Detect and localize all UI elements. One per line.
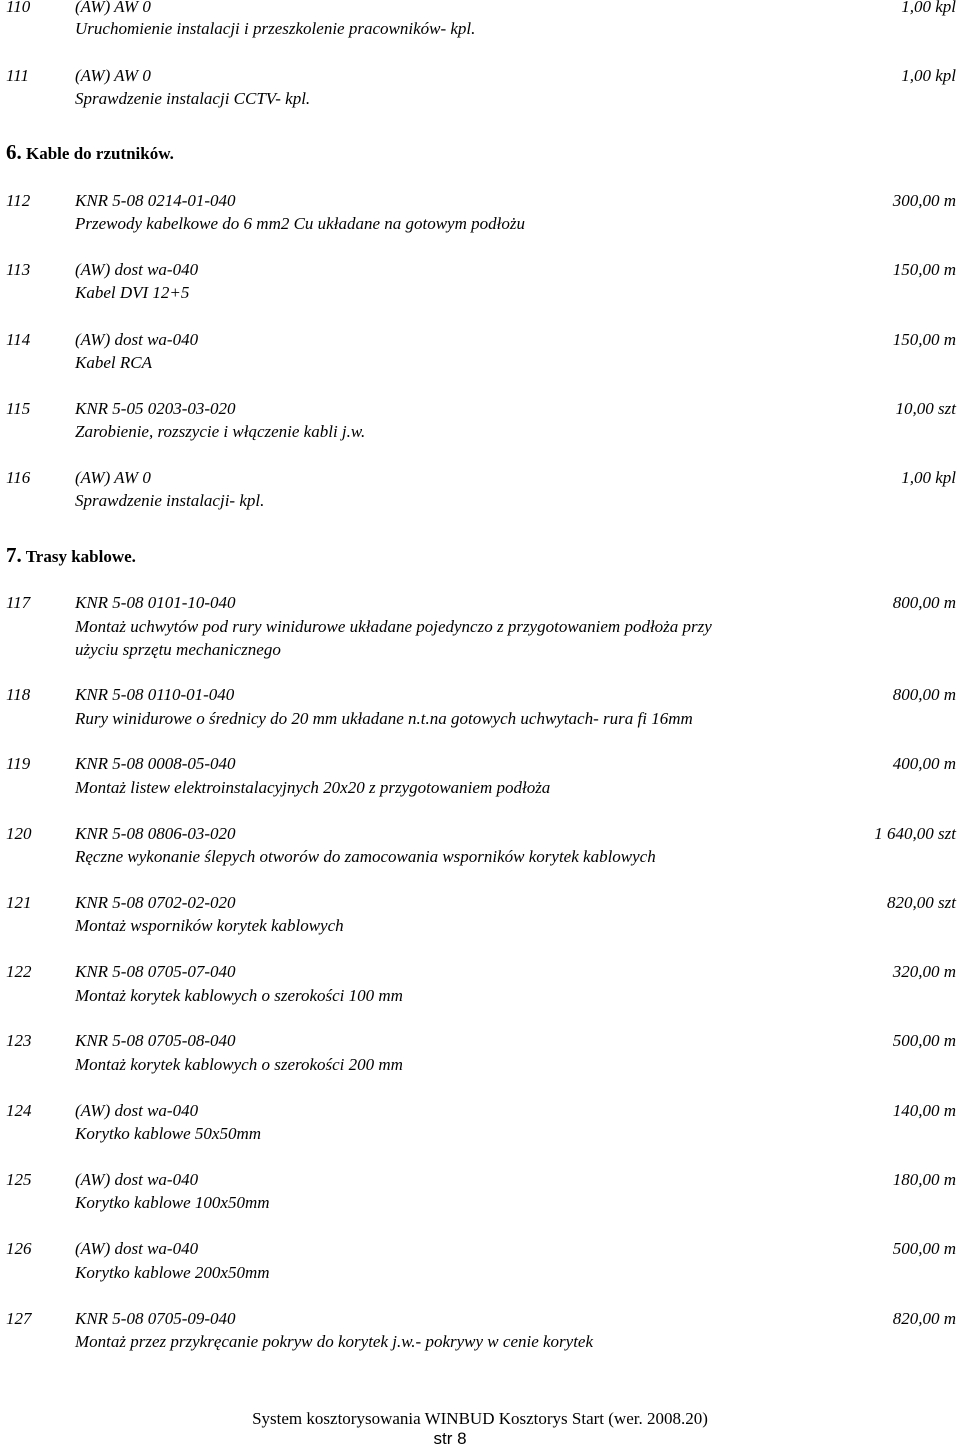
item-quantity: 1 640,00 szt — [874, 824, 956, 843]
item-122 — [6, 960, 956, 984]
item-description: Przewody kabelkowe do 6 mm2 Cu układane na gotowym podłożu — [75, 214, 525, 233]
item-code: KNR 5-08 0101-10-040 — [75, 593, 236, 612]
item-number: 112 — [6, 191, 31, 210]
item-code: KNR 5-08 0702-02-020 — [75, 893, 236, 912]
item-description: Kabel DVI 12+5 — [75, 283, 190, 302]
item-number: 123 — [6, 1031, 32, 1050]
item-quantity: 500,00 m — [892, 1239, 956, 1258]
item-quantity: 140,00 m — [892, 1101, 956, 1120]
item-113 — [6, 258, 956, 282]
section-heading — [6, 543, 136, 569]
item-number: 121 — [6, 893, 32, 912]
item-code: (AW) dost wa-040 — [75, 1170, 199, 1189]
item-121 — [6, 891, 956, 915]
item-111 — [6, 64, 956, 88]
item-code: KNR 5-08 0705-09-040 — [75, 1309, 236, 1328]
section-number: 7. — [6, 543, 22, 567]
item-description: Montaż korytek kablowych o szerokości 200 mm — [75, 1055, 403, 1074]
item-description: Montaż listew elektroinstalacyjnych 20x20 z przygotowaniem podłoża — [75, 778, 551, 797]
item-124 — [6, 1099, 956, 1123]
item-number: 117 — [6, 593, 31, 612]
item-116 — [6, 466, 956, 490]
item-description: Korytko kablowe 50x50mm — [75, 1124, 262, 1143]
item-119 — [6, 752, 956, 776]
item-quantity: 1,00 kpl — [901, 0, 956, 16]
item-quantity: 150,00 m — [892, 330, 956, 349]
item-quantity: 500,00 m — [892, 1031, 956, 1050]
item-quantity: 320,00 m — [892, 962, 956, 981]
item-117 — [6, 591, 956, 615]
item-description: Kabel RCA — [75, 353, 152, 372]
item-code: KNR 5-05 0203-03-020 — [75, 399, 236, 418]
item-number: 114 — [6, 330, 31, 349]
item-quantity: 150,00 m — [892, 260, 956, 279]
item-quantity: 1,00 kpl — [901, 468, 956, 487]
item-description: Sprawdzenie instalacji- kpl. — [75, 491, 265, 510]
item-code: KNR 5-08 0705-07-040 — [75, 962, 236, 981]
item-description-cont: użyciu sprzętu mechanicznego — [75, 640, 281, 659]
item-code: (AW) dost wa-040 — [75, 260, 199, 279]
item-code: (AW) AW 0 — [75, 0, 151, 16]
item-quantity: 300,00 m — [892, 191, 956, 210]
item-125 — [6, 1168, 956, 1192]
item-quantity: 800,00 m — [892, 593, 956, 612]
item-120 — [6, 822, 956, 846]
item-description: Sprawdzenie instalacji CCTV- kpl. — [75, 89, 311, 108]
item-description: Montaż przez przykręcanie pokryw do korytek j.w.- pokrywy w cenie korytek — [75, 1332, 594, 1351]
item-number: 118 — [6, 685, 31, 704]
item-126 — [6, 1237, 956, 1261]
item-code: KNR 5-08 0110-01-040 — [75, 685, 235, 704]
item-description: Korytko kablowe 200x50mm — [75, 1263, 270, 1282]
item-number: 125 — [6, 1170, 32, 1189]
item-code: KNR 5-08 0214-01-040 — [75, 191, 236, 210]
item-number: 124 — [6, 1101, 32, 1120]
item-number: 120 — [6, 824, 32, 843]
item-number: 116 — [6, 468, 31, 487]
item-118 — [6, 683, 956, 707]
item-quantity: 820,00 szt — [887, 893, 956, 912]
item-code: (AW) dost wa-040 — [75, 1101, 199, 1120]
item-description: Korytko kablowe 100x50mm — [75, 1193, 270, 1212]
item-number: 115 — [6, 399, 31, 418]
item-description: Ręczne wykonanie ślepych otworów do zamocowania wsporników korytek kablowych — [75, 847, 656, 866]
item-code: KNR 5-08 0806-03-020 — [75, 824, 236, 843]
item-number: 126 — [6, 1239, 32, 1258]
item-code: (AW) dost wa-040 — [75, 330, 199, 349]
item-quantity: 800,00 m — [892, 685, 956, 704]
item-description: Rury winidurowe o średnicy do 20 mm układane n.t.na gotowych uchwytach- rura fi 16mm — [75, 709, 693, 728]
section-title: Trasy kablowe. — [25, 547, 136, 566]
item-127 — [6, 1307, 956, 1331]
item-code: (AW) AW 0 — [75, 468, 151, 487]
item-quantity: 1,00 kpl — [901, 66, 956, 85]
item-number: 127 — [6, 1309, 32, 1328]
item-code: KNR 5-08 0705-08-040 — [75, 1031, 236, 1050]
item-quantity: 10,00 szt — [895, 399, 956, 418]
item-number: 111 — [6, 66, 29, 85]
item-number: 113 — [6, 260, 31, 279]
item-quantity: 180,00 m — [892, 1170, 956, 1189]
item-code: (AW) dost wa-040 — [75, 1239, 199, 1258]
section-number: 6. — [6, 140, 22, 164]
item-code: (AW) AW 0 — [75, 66, 151, 85]
section-heading — [6, 140, 174, 166]
item-description: Montaż wsporników korytek kablowych — [75, 916, 344, 935]
item-number: 122 — [6, 962, 32, 981]
item-114 — [6, 328, 956, 352]
item-quantity: 820,00 m — [892, 1309, 956, 1328]
item-number: 119 — [6, 754, 31, 773]
item-code: KNR 5-08 0008-05-040 — [75, 754, 236, 773]
item-123 — [6, 1029, 956, 1053]
item-quantity: 400,00 m — [892, 754, 956, 773]
item-description: Montaż uchwytów pod rury winidurowe układane pojedynczo z przygotowaniem podłoża przy — [75, 617, 712, 636]
item-115 — [6, 397, 956, 421]
footer-page-number: str 8 — [433, 1429, 467, 1448]
item-description: Zarobienie, rozszycie i włączenie kabli j.w. — [75, 422, 366, 441]
item-description: Montaż korytek kablowych o szerokości 100 mm — [75, 986, 403, 1005]
item-number: 110 — [6, 0, 31, 16]
footer-system-info: System kosztorysowania WINBUD Kosztorys Start (wer. 2008.20) — [252, 1409, 708, 1428]
item-112 — [6, 189, 956, 213]
section-title: Kable do rzutników. — [26, 144, 174, 163]
item-description: Uruchomienie instalacji i przeszkolenie pracowników- kpl. — [75, 19, 476, 38]
